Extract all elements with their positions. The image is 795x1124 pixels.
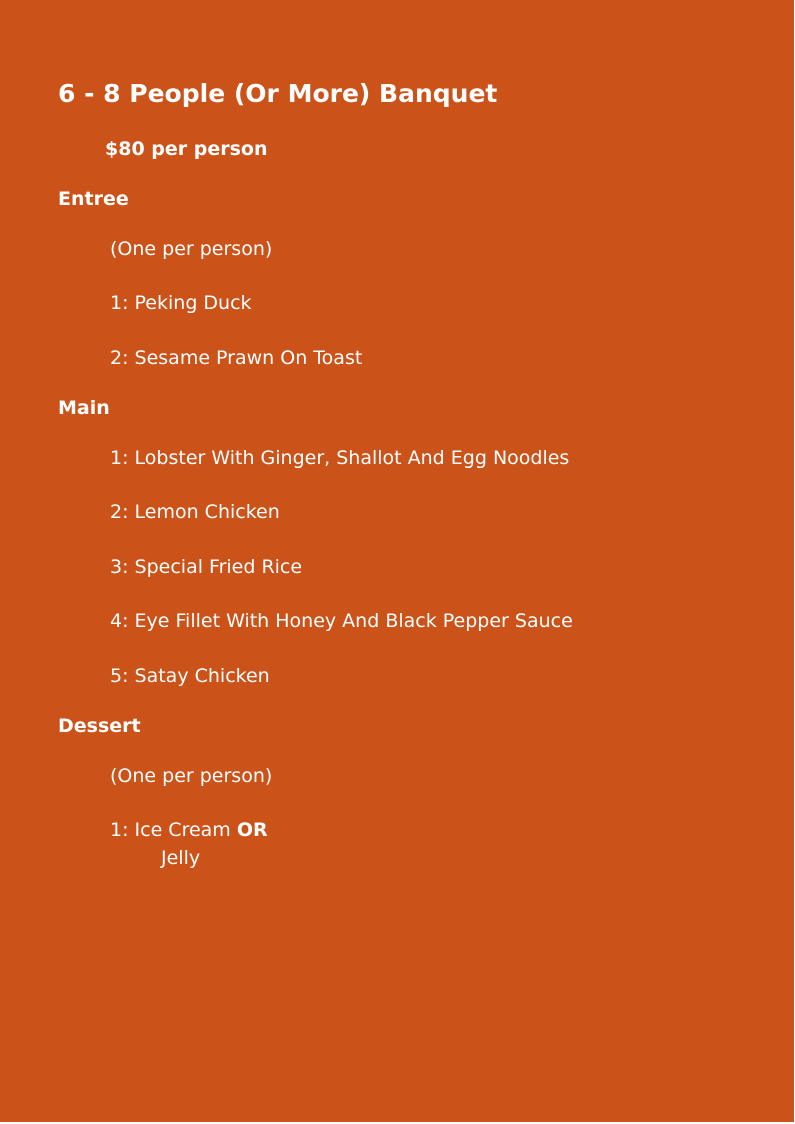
main-item: 3: Special Fried Rice (110, 556, 303, 578)
main-item: 2: Lemon Chicken (110, 501, 280, 523)
menu-title: 6 - 8 People (Or More) Banquet (58, 79, 498, 108)
dessert-item (110, 817, 268, 843)
dessert-or-label: OR (236, 819, 268, 841)
main-item: 5: Satay Chicken (110, 665, 270, 687)
entree-heading: Entree (58, 188, 129, 210)
price-per-person: $80 per person (105, 138, 268, 160)
dessert-item-continuation: Jelly (161, 847, 201, 869)
main-item: 4: Eye Fillet With Honey And Black Pepper Sauce (110, 610, 573, 632)
dessert-note: (One per person) (110, 765, 273, 787)
entree-note: (One per person) (110, 238, 273, 260)
dessert-item-label: 1: Ice Cream (110, 819, 237, 841)
entree-item: 2: Sesame Prawn On Toast (110, 347, 363, 369)
main-heading: Main (58, 397, 110, 419)
main-item: 1: Lobster With Ginger, Shallot And Egg Noodles (110, 447, 570, 469)
dessert-heading: Dessert (58, 715, 141, 737)
entree-item: 1: Peking Duck (110, 292, 252, 314)
